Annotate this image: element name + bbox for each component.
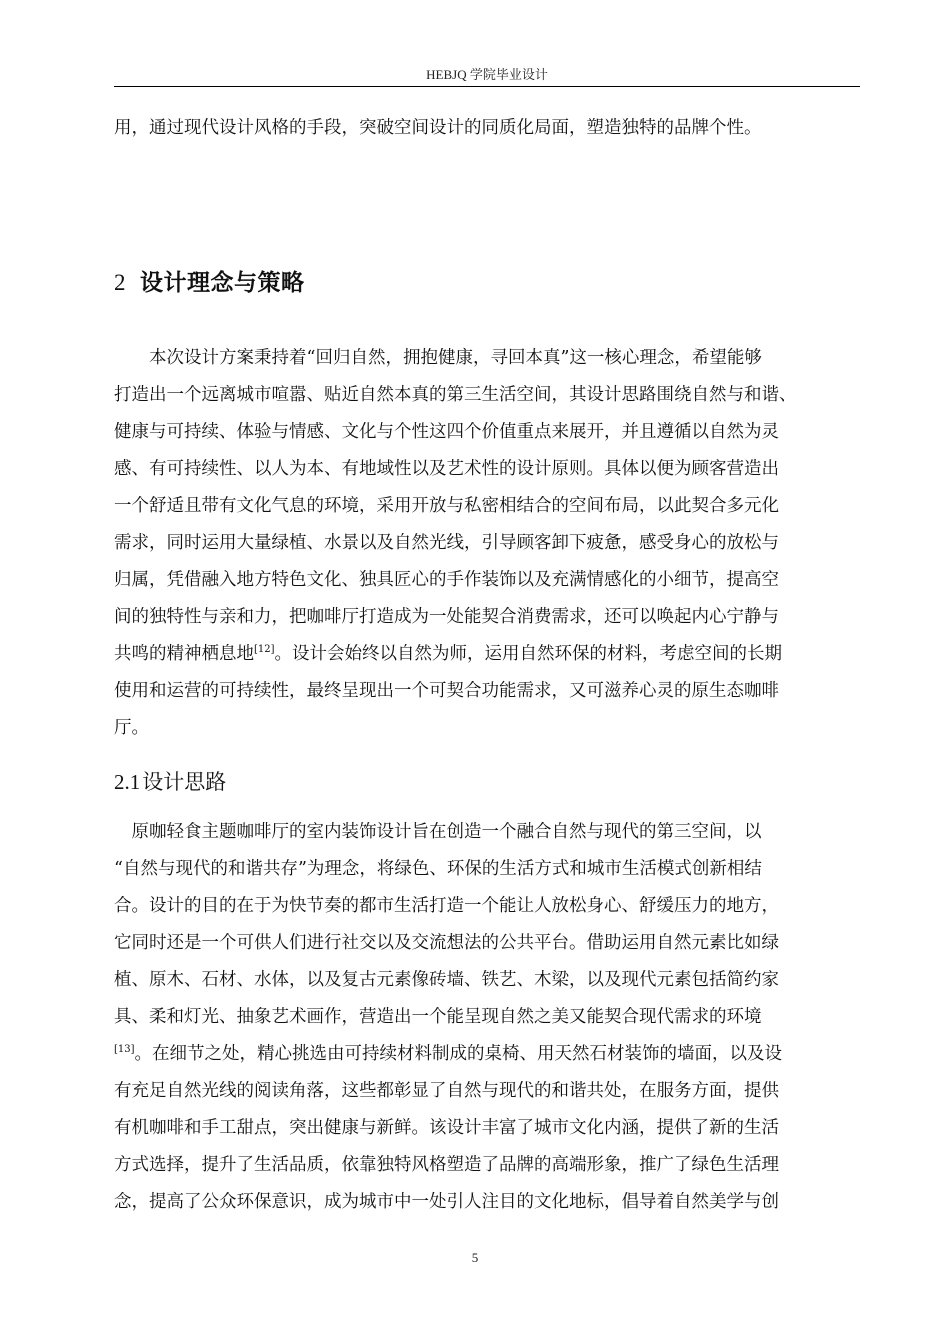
section-2-number: 2 [114, 270, 126, 295]
section-2-title: 设计理念与策略 [140, 270, 305, 296]
paragraph-text: 。设计会始终以自然为师，运用自然环保的材料，考虑空间的长期 [274, 644, 783, 664]
paragraph-line: 本次设计方案秉持着“回归自然，拥抱健康，寻回本真”这一核心理念，希望能够 [114, 348, 762, 368]
paragraph-line: 植、原木、石材、水体，以及复古元素像砖墙、铁艺、木梁，以及现代元素包括简约家 [114, 970, 779, 990]
paragraph-line: 它同时还是一个可供人们进行社交以及交流想法的公共平台。借助运用自然元素比如绿 [114, 933, 779, 953]
paragraph-line: “自然与现代的和谐共存”为理念，将绿色、环保的生活方式和城市生活模式创新相结 [114, 859, 762, 879]
paragraph-line: 间的独特性与亲和力，把咖啡厅打造成为一处能契合消费需求，还可以唤起内心宁静与 [114, 607, 779, 627]
paragraph-line: 合。设计的目的在于为快节奏的都市生活打造一个能让人放松身心、舒缓压力的地方， [114, 896, 779, 916]
header-title: HEBJQ 学院毕业设计 [426, 67, 548, 82]
section-2-1-number: 2.1 [114, 770, 141, 794]
citation-13: [13] [114, 1044, 135, 1056]
citation-12: [12] [254, 644, 275, 656]
paragraph-line: 需求，同时运用大量绿植、水景以及自然光线，引导顾客卸下疲惫，感受身心的放松与 [114, 533, 779, 553]
paragraph-line: 一个舒适且带有文化气息的环境，采用开放与私密相结合的空间布局，以此契合多元化 [114, 496, 779, 516]
paragraph-line: 念，提高了公众环保意识，成为城市中一处引人注目的文化地标，倡导着自然美学与创 [114, 1192, 779, 1212]
paragraph-line: 厅。 [114, 718, 149, 738]
intro-line: 用，通过现代设计风格的手段，突破空间设计的同质化局面，塑造独特的品牌个性。 [114, 118, 762, 138]
paragraph-line: 打造出一个远离城市喧嚣、贴近自然本真的第三生活空间，其设计思路围绕自然与和谐、 [114, 385, 797, 405]
page-number: 5 [471, 1250, 479, 1265]
paragraph-line: 使用和运营的可持续性，最终呈现出一个可契合功能需求，又可滋养心灵的原生态咖啡 [114, 681, 779, 701]
header-rule [114, 86, 860, 87]
paragraph-line: 感、有可持续性、以人为本、有地域性以及艺术性的设计原则。具体以便为顾客营造出 [114, 459, 779, 479]
section-2-1-title: 设计思路 [142, 770, 227, 794]
paragraph-line [114, 642, 874, 666]
paragraph-line: 归属，凭借融入地方特色文化、独具匠心的手作装饰以及充满情感化的小细节，提高空 [114, 570, 779, 590]
section-2-1-heading [114, 766, 226, 796]
paragraph-line: 有机咖啡和手工甜点，突出健康与新鲜。该设计丰富了城市文化内涵，提供了新的生活 [114, 1118, 779, 1138]
paragraph-line: 健康与可持续、体验与情感、文化与个性这四个价值重点来展开，并且遵循以自然为灵 [114, 422, 779, 442]
paragraph-line: 原咖轻食主题咖啡厅的室内装饰设计旨在创造一个融合自然与现代的第三空间，以 [114, 822, 762, 842]
section-2-heading [114, 264, 305, 297]
paragraph-text: 。在细节之处，精心挑选由可持续材料制成的桌椅、用天然石材装饰的墙面，以及设 [134, 1044, 783, 1064]
paragraph-line: 方式选择，提升了生活品质，依靠独特风格塑造了品牌的高端形象，推广了绿色生活理 [114, 1155, 779, 1175]
paragraph-line: 具、柔和灯光、抽象艺术画作，营造出一个能呈现自然之美又能契合现代需求的环境 [114, 1007, 762, 1027]
paragraph-line [114, 1042, 874, 1066]
paragraph-line: 有充足自然光线的阅读角落，这些都彰显了自然与现代的和谐共处，在服务方面，提供 [114, 1081, 779, 1101]
paragraph-text: 共鸣的精神栖息地 [114, 644, 254, 664]
